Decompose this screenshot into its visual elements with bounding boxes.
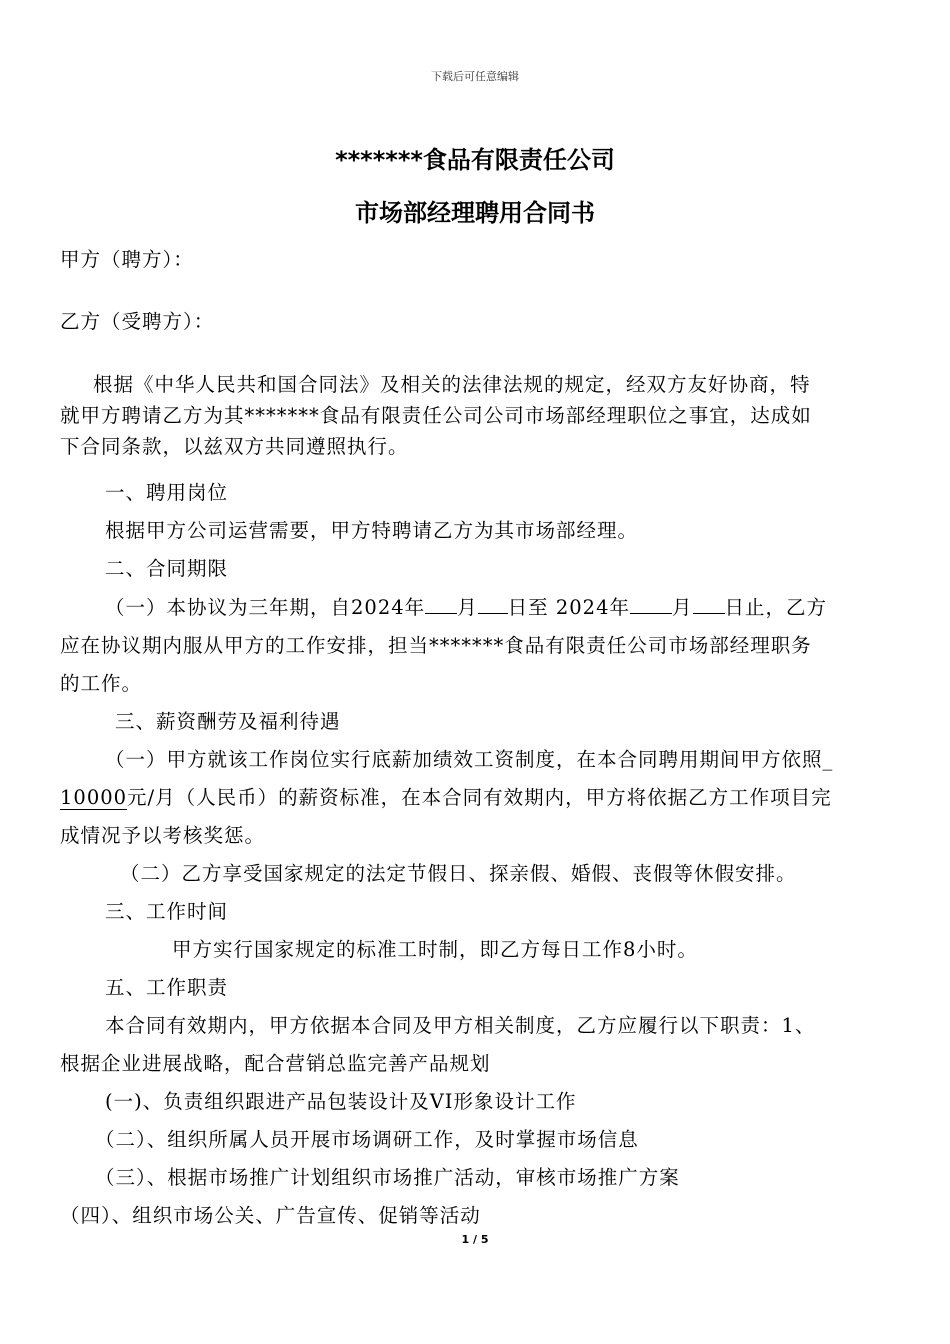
- section-1-text: 根据甲方公司运营需要，甲方特聘请乙方为其市场部经理。: [105, 519, 639, 542]
- section-2-line-2: 应在协议期内服从甲方的工作安排，担当*******食品有限责任公司市场部经理职务: [60, 634, 812, 657]
- duty-item-4: （四）、组织市场公关、广告宣传、促销等活动: [60, 1204, 481, 1227]
- page-number: 1 / 5: [461, 1233, 489, 1246]
- term-start-text: （一）本协议为三年期，自2024年: [105, 596, 426, 619]
- salary-rest-text: 元/月（人民币）的薪资标准，在本合同有效期内，甲方将依据乙方工作项目完: [127, 786, 832, 809]
- duty-item-1: (一)、负责组织跟进产品包装设计及VI形象设计工作: [105, 1090, 577, 1113]
- section-2-line-1: [105, 592, 827, 620]
- section-3-p1-line-3: 成情况予以考核奖惩。: [60, 824, 266, 847]
- salary-amount: 10000: [60, 786, 128, 809]
- start-day-blank[interactable]: [478, 595, 508, 614]
- section-5-line-2: 根据企业进展战略，配合营销总监完善产品规划: [60, 1052, 491, 1075]
- section-2-line-3: 的工作。: [60, 672, 143, 695]
- title-company: *******食品有限责任公司: [335, 146, 615, 174]
- start-month-blank[interactable]: [425, 595, 457, 614]
- duty-item-3: （三）、根据市场推广计划组织市场推广活动，审核市场推广方案: [95, 1166, 680, 1189]
- section-3-p1-line-1: （一）甲方就该工作岗位实行底薪加绩效工资制度，在本合同聘用期间甲方依照_: [105, 748, 834, 771]
- intro-line-1: 根据《中华人民共和国合同法》及相关的法律法规的规定，经双方友好协商，特: [93, 373, 811, 396]
- section-3-p1-line-2: [60, 782, 832, 810]
- section-4-heading: 三、工作时间: [105, 900, 229, 923]
- end-day-blank[interactable]: [693, 595, 725, 614]
- term-end-text: 日至 2024年: [507, 596, 630, 619]
- section-3-p2: （二）乙方享受国家规定的法定节假日、探亲假、婚假、丧假等休假安排。: [120, 862, 797, 885]
- party-a-line: 甲方（聘方）：: [60, 248, 194, 271]
- section-5-line-1: 本合同有效期内，甲方依据本合同及甲方相关制度，乙方应履行以下职责：1、: [105, 1014, 816, 1037]
- section-5-heading: 五、工作职责: [105, 976, 229, 999]
- month-label-1: 月: [457, 596, 478, 619]
- section-1-heading: 一、聘用岗位: [105, 481, 229, 504]
- party-b-line: 乙方（受聘方）：: [60, 310, 215, 333]
- section-3-heading: 三、薪资酬劳及福利待遇: [115, 710, 341, 733]
- intro-line-3: 下合同条款，以兹双方共同遵照执行。: [60, 435, 409, 458]
- end-month-blank[interactable]: [630, 595, 672, 614]
- duty-item-2: （二）、组织所属人员开展市场调研工作，及时掌握市场信息: [95, 1128, 639, 1151]
- header-note: 下载后可任意编辑: [431, 70, 519, 83]
- section-2-heading: 二、合同期限: [105, 557, 229, 580]
- title-contract: 市场部经理聘用合同书: [355, 199, 595, 227]
- month-label-2: 月: [671, 596, 693, 619]
- term-end-suffix: 日止，乙方: [724, 596, 828, 619]
- section-4-text: 甲方实行国家规定的标准工时制，即乙方每日工作8小时。: [172, 938, 698, 961]
- intro-line-2: 就甲方聘请乙方为其*******食品有限责任公司公司市场部经理职位之事宜，达成如: [60, 404, 812, 427]
